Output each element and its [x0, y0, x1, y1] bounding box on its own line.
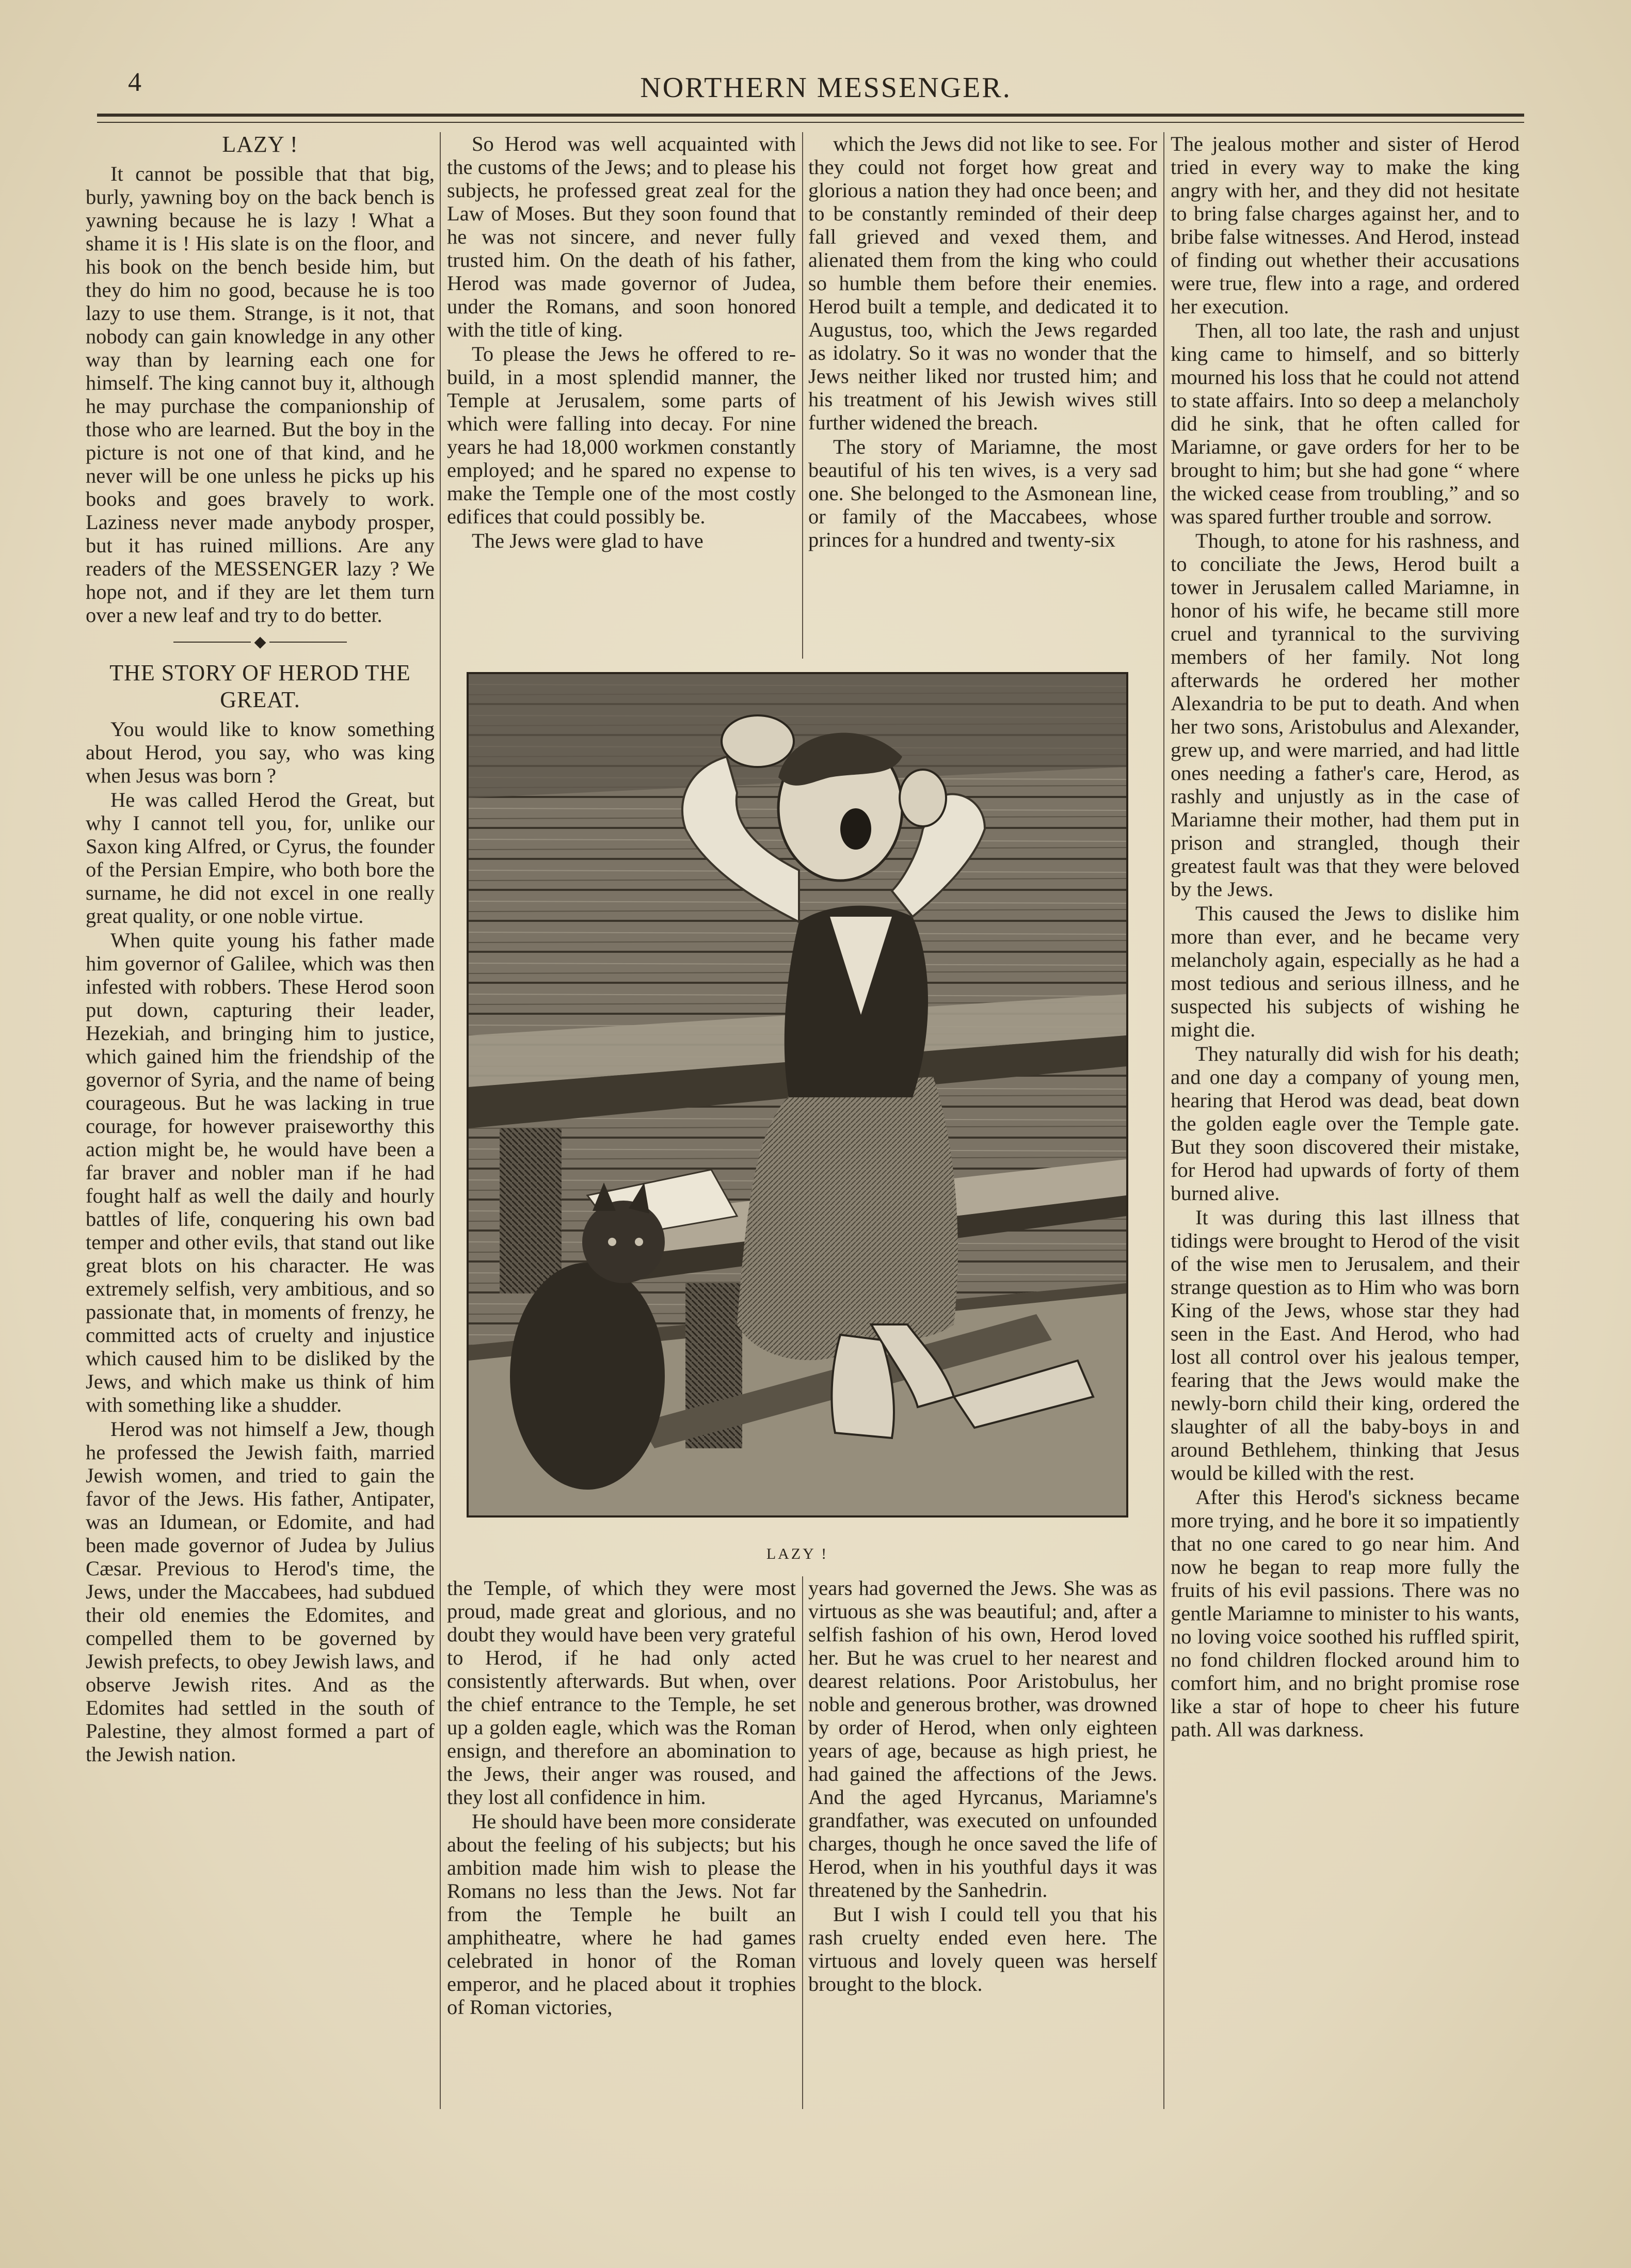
column-2-top [447, 132, 796, 552]
herod-paragraph: When quite young his father made him governor of Galilee, which was then infested with robbers. These Herod soon put down, capturing their leader, Hezekiah, and bringing him to justice, which gained him the friendship of the governor of Syria, and the name of being courageous. But he was lacking in true courage, for however praiseworthy this action might be, he would have been a far braver and nobler man if he had fought half as well the daily and hourly battles of life, conquering his own bad temper and other evils, that stand out like great blots on his character. He was extremely selfish, very ambitious, and so passionate that, in moments of frenzy, he committed acts of cruelty and injustice which caused him to be disliked by the Jews, and which make us think of him with something like a shudder. [86, 929, 435, 1417]
lazy-boy-engraving [467, 672, 1128, 1518]
herod-paragraph: They naturally did wish for his death; and one day a company of young men, hearing that Herod was dead, beat down the golden eagle over the Temple gate. But they soon discovered their mistake, for Herod had upwards of forty of them burned alive. [1171, 1042, 1520, 1205]
column-1 [86, 132, 435, 1766]
column-separator [440, 132, 441, 2109]
herod-paragraph: The story of Mariamne, the most beautiful of his ten wives, is a very sad one. She belonged to the Asmonean line, or family of the Maccabees, whose princes for a hundred and twenty-six [808, 435, 1157, 551]
herod-paragraph: Herod was not himself a Jew, though he professed the Jewish faith, married Jewish women, and tried to gain the favor of the Jews. His father, Antipater, was an Idumean, or Edomite, and had been made governor of Judea by Julius Cæsar. Previous to Herod's time, the Jews, under the Maccabees, had subdued their old enemies the Edomites, and compelled them to be governed by Jewish prefects, to obey Jewish laws, and observe Jewish rites. And as the Edomites had settled in the south of Palestine, they almost formed a part of the Jewish nation. [86, 1417, 435, 1766]
herod-paragraph: Though, to atone for his rashness, and to conciliate the Jews, Herod built a tower in Jerusalem called Mariamne, in honor of his wife, he became still more cruel and tyrannical to the surviving members of her family. Not long afterwards he ordered her mother Alexandria to be put to death. And when her two sons, Aristobulus and Alexander, grew up, and were married, and had little ones needing a father's care, Herod, as rashly and unjustly as in the case of Mariamne their mother, had them put in prison and strangled, though their greatest fault was that they were beloved by the Jews. [1171, 529, 1520, 901]
herod-paragraph: Then, all too late, the rash and unjust king came to himself, and so bitterly mourned his loss that he could not attend to state affairs. Into so deep a melancholy did he sink, that he often called for Mariamne, or gave orders for her to be brought to him; but she had gone “ where the wicked cease from troubling,” and so was spared further trouble and sorrow. [1171, 319, 1520, 528]
herod-paragraph: The jealous mother and sister of Herod tried in every way to make the king angry with her, and they did not hesitate to bring false charges against her, and to bribe false witnesses. And Herod, instead of finding out whether their accusations were true, flew into a rage, and ordered her execution. [1171, 132, 1520, 318]
column-separator [802, 132, 803, 659]
column-4 [1171, 132, 1520, 1741]
header-rule-thin [97, 122, 1524, 123]
page-number: 4 [128, 68, 141, 97]
herod-paragraph: After this Herod's sickness became more trying, and he bore it so impatiently that no one cared to go near him. And now he began to reap more fully the fruits of his evil passions. There was no gentle Mariamne to minister to his wants, no loving voice soothed his ruffled spirit, no fond children flocked around him to comfort him, and no bright promise rose like a star of hope to cheer his future path. All was darkness. [1171, 1486, 1520, 1741]
herod-article-title: THE STORY OF HEROD THE GREAT. [109, 660, 411, 713]
lazy-article-title: LAZY ! [222, 132, 298, 157]
herod-paragraph: So Herod was well acquainted with the customs of the Jews; and to please his subjects, he professed great zeal for the Law of Moses. But they soon found that he was not sincere, and never fully trusted him. On the death of his father, Herod was made governor of Judea, under the Romans, and soon honored with the title of king. [447, 132, 796, 341]
herod-paragraph: which the Jews did not like to see. For they could not forget how great and glorious a nation they had once been; and to be constantly reminded of their deep fall grieved and vexed them, and alienated them from the king who could so humble them before their enemies. Herod built a temple, and dedicated it to Augustus, too, which the Jews regarded as idolatry. So it was no wonder that the Jews neither liked nor trusted him; and his treatment of his Jewish wives still further widened the breach. [808, 132, 1157, 434]
herod-paragraph: He should have been more considerate about the feeling of his subjects; but his ambition made him wish to please the Romans no less than the Jews. Not far from the Temple he built an amphitheatre, where he had games celebrated in honor of the Roman emperor, and he placed about it trophies of Roman victories, [447, 1810, 796, 2019]
herod-paragraph: But I wish I could tell you that his rash cruelty ended even here. The virtuous and lovely queen was herself brought to the block. [808, 1903, 1157, 1995]
lazy-article-body [86, 162, 435, 627]
herod-paragraph: The Jews were glad to have [472, 529, 703, 552]
herod-paragraph: It was during this last illness that tidings were brought to Herod of the visit of the wise men to Jerusalem, and their strange question as to Him who was born King of the Jews, whose star they had seen in the East. And Herod, who had lost all control over his jealous temper, fearing that the Jews would make the newly-born child their king, ordered the slaughter of all the baby-boys in and around Bethlehem, thinking that Jesus would be killed with the rest. [1171, 1206, 1520, 1484]
engraving-illustration [469, 674, 1126, 1515]
column-separator [802, 1576, 803, 2109]
herod-paragraph: This caused the Jews to dislike him more than ever, and he became very melancholy again, especially as he had a most tedious and serious illness, and he suspected his subjects of wishing he might die. [1171, 902, 1520, 1041]
masthead-title: NORTHERN MESSENGER. [640, 72, 1012, 104]
herod-paragraph: To please the Jews he offered to re-build, in a most splendid manner, the Temple at Jerusalem, some parts of which were falling into decay. For nine years he had 18,000 workmen constantly employed; and he spared no expense to make the Temple one of the most costly edifices that could possibly be. [447, 342, 796, 528]
herod-paragraph: He was called Herod the Great, but why I cannot tell you, for, unlike our Saxon king Alfred, or Cyrus, the founder of the Persian Empire, who both bore the surname, he did not excel in one really great quality, or one noble virtue. [86, 788, 435, 928]
column-3-top [808, 132, 1157, 551]
herod-paragraph: You would like to know something about Herod, you say, who was king when Jesus was born ? [86, 717, 435, 788]
herod-paragraph: the Temple, of which they were most proud, made great and glorious, and no doubt they would have been very grateful to Herod, if he had only acted consistently afterwards. But when, over the chief entrance to the Temple, he set up a golden eagle, which was the Roman ensign, and therefore an abomination to the Jews, their anger was roused, and they lost all confidence in him. [447, 1576, 796, 1809]
herod-column-1-body [86, 717, 435, 1766]
column-3-bottom [808, 1576, 1157, 1995]
column-separator [1163, 132, 1164, 2109]
herod-paragraph: years had governed the Jews. She was as virtuous as she was beautiful; and, after a selfish fashion of his own, Herod loved her. But he was cruel to her nearest and dearest relations. Poor Aristobulus, her noble and generous brother, was drowned by order of Herod, when only eighteen years of age, because as high priest, he had gained the affections of the Jews. And the aged Hyrcanus, Mariamne's grandfather, was executed on unfounded charges, though he once saved the life of Herod, when in his youthful days it was threatened by the Sanhedrin. [808, 1576, 1157, 1902]
lazy-paragraph: It cannot be possible that that big, burly, yawning boy on the back bench is yawning because he is lazy ! What a shame it is ! His slate is on the floor, and his book on the bench beside him, but they do him no good, because he is too lazy to use them. Strange, is it not, that nobody can gain knowledge in any other way than by learning each one for himself. The king cannot buy it, although he may purchase the companionship of those who are learned. But the boy in the picture is not one of that kind, and he never will be one unless he picks up his books and goes bravely to work. Laziness never made anybody prosper, but it has ruined millions. Are any readers of the MESSENGER lazy ? We hope not, and if they are let them turn over a new leaf and try to do better. [86, 162, 435, 627]
header-rule-thick [97, 114, 1524, 117]
illustration-caption: LAZY ! [766, 1545, 829, 1562]
article-divider: ◆ [86, 631, 435, 652]
column-2-bottom [447, 1576, 796, 2019]
